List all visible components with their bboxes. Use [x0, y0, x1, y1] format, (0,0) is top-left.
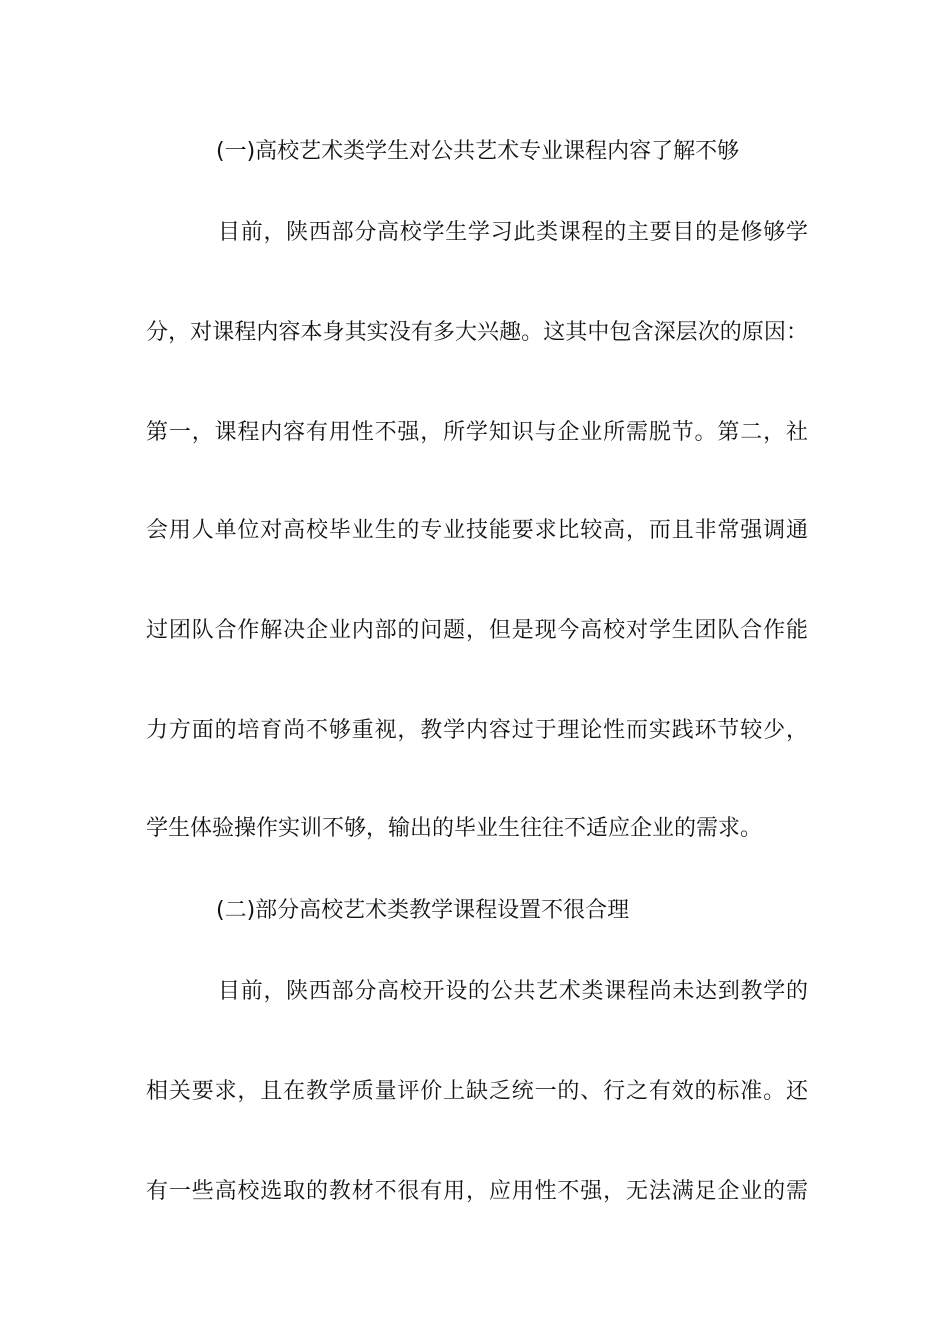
paragraph-line: 有一些高校选取的教材不很有用，应用性不强，无法满足企业的需	[146, 1179, 808, 1204]
section-heading-2: (二)部分高校艺术类教学课程设置不很合理	[216, 898, 630, 923]
paragraph-line: 过团队合作解决企业内部的问题，但是现今高校对学生团队合作能	[146, 618, 808, 643]
paragraph-line: 力方面的培育尚不够重视，教学内容过于理论性而实践环节较少，	[146, 718, 808, 743]
section-heading-1: (一)高校艺术类学生对公共艺术专业课程内容了解不够	[216, 139, 740, 164]
paragraph-line: 学生体验操作实训不够，输出的毕业生往往不适应企业的需求。	[146, 816, 763, 841]
paragraph-line: 目前，陕西部分高校学生学习此类课程的主要目的是修够学	[218, 220, 808, 245]
paragraph-line: 相关要求，且在教学质量评价上缺乏统一的、行之有效的标准。还	[146, 1079, 808, 1104]
paragraph-line: 分，对课程内容本身其实没有多大兴趣。这其中包含深层次的原因：	[146, 320, 808, 345]
paragraph-line: 第一，课程内容有用性不强，所学知识与企业所需脱节。第二，社	[146, 420, 808, 445]
paragraph-line: 目前，陕西部分高校开设的公共艺术类课程尚未达到教学的	[218, 979, 808, 1004]
paragraph-line: 会用人单位对高校毕业生的专业技能要求比较高，而且非常强调通	[146, 518, 808, 543]
